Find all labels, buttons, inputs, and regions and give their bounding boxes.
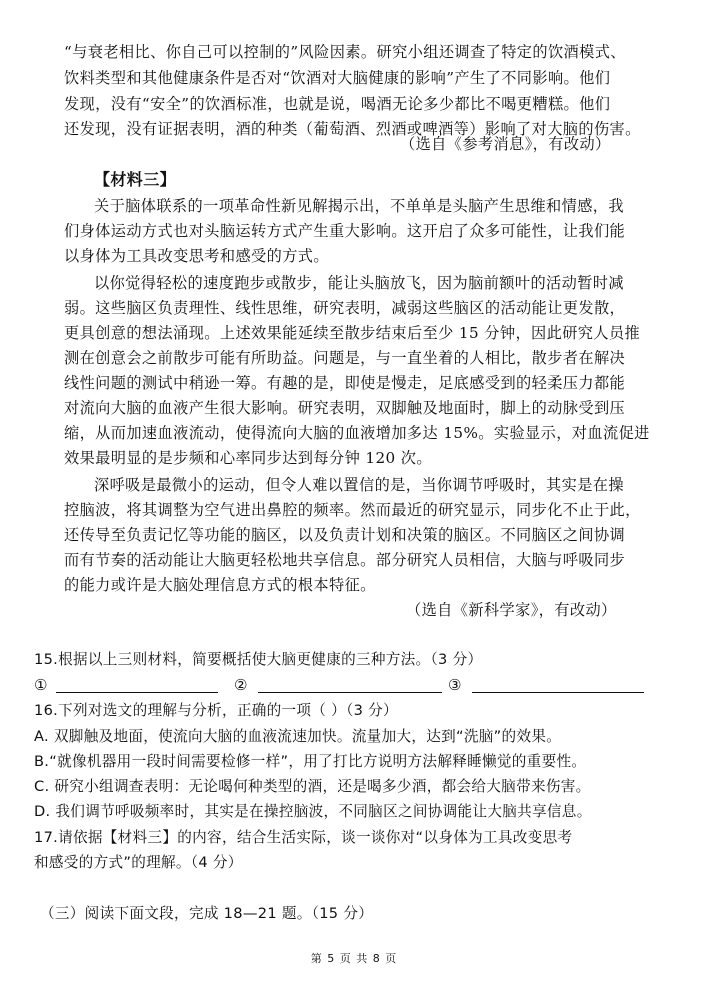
question-16-option-c[interactable]: C. 研究小组调查表明：无论喝何种类型的酒，还是喝多少酒，都会给大脑带来伤害。 (34, 778, 591, 795)
page-number-footer: 第 5 页 共 8 页 (310, 952, 398, 965)
question-16-option-a[interactable]: A. 双脚触及地面，使流向大脑的血液流速加快。流量加大，达到“洗脑”的效果。 (34, 728, 562, 745)
blank-underline (258, 692, 442, 693)
question-15-prompt: 15.根据以上三则材料，简要概括使大脑更健康的三种方法。（3 分） (34, 651, 483, 668)
question-16-option-b[interactable]: B.“就像机器用一段时间需要检修一样”，用了打比方说明方法解释睡懒觉的重要性。 (34, 753, 587, 770)
question-15-answer-blanks (34, 675, 674, 697)
material2-source: （选自《参考消息》，有改动） (400, 135, 611, 153)
material3-line: 更具创意的想法涌现。上述效果能延续至散步结束后至少 15 分钟，因此研究人员推 (64, 324, 641, 342)
material3-line: 们身体运动方式也对头脑运转方式产生重大影响。这开启了众多可能性，让我们能 (64, 222, 626, 240)
answer-blank-1[interactable] (34, 675, 224, 697)
material3-line: 效果最明显的是步频和心率同步达到每分钟 120 次。 (64, 449, 432, 467)
blank-number: ③ (448, 676, 462, 694)
blank-underline (56, 692, 218, 693)
material3-line: 控脑波，将其调整为空气进出鼻腔的频率。然而最近的研究显示，同步化不止于此， (64, 501, 641, 519)
material3-line: 关于脑体联系的一项革命性新见解揭示出，不单单是头脑产生思维和情感，我 (94, 197, 624, 215)
material2-line-4: 还发现，没有证据表明，酒的种类（葡萄酒、烈酒或啤酒等）影响了对大脑的伤害。 (64, 120, 641, 138)
material3-heading: 【材料三】 (94, 170, 177, 189)
material3-line: 还传导至负责记忆等功能的脑区，以及负责计划和决策的脑区。不同脑区之间协调 (64, 526, 626, 544)
blank-underline (472, 692, 644, 693)
blank-number: ① (34, 676, 48, 694)
material3-source: （选自《新科学家》，有改动） (406, 601, 617, 619)
material3-line: 缩，从而加速血液流动，使得流向大脑的血液增加多达 15%。实验显示，对血流促进 (64, 424, 650, 442)
material3-line: 对流向大脑的血液产生很大影响。研究表明，双脚触及地面时，脚上的动脉受到压 (64, 399, 626, 417)
question-16-prompt: 16.下列对选文的理解与分析，正确的一项（ ）（3 分） (34, 702, 398, 719)
material3-line: 弱。这些脑区负责理性、线性思维，研究表明，减弱这些脑区的活动能让更发散， (64, 299, 626, 317)
material2-line-2: 饮料类型和其他健康条件是否对“饮酒对大脑健康的影响”产生了不同影响。他们 (64, 69, 611, 87)
material3-line: 深呼吸是最微小的运动，但令人难以置信的是，当你调节呼吸时，其实是在操 (94, 476, 624, 494)
question-17-line-2: 和感受的方式”的理解。（4 分） (34, 854, 243, 871)
question-16-option-d[interactable]: D. 我们调节呼吸频率时，其实是在操控脑波，不同脑区之间协调能让大脑共享信息。 (34, 803, 592, 820)
blank-number: ② (234, 676, 248, 694)
answer-blank-3[interactable] (448, 675, 648, 697)
material3-line: 线性问题的测试中稍逊一筹。有趣的是，即使是慢走，足底感受到的轻柔压力都能 (64, 374, 626, 392)
material3-line: 的能力或许是大脑处理信息方式的根本特征。 (64, 576, 376, 594)
material2-line-3: 发现，没有“安全”的饮酒标准，也就是说，喝酒无论多少都比不喝更糟糕。他们 (64, 95, 611, 113)
question-17-line-1: 17.请依据【材料三】的内容，结合生活实际，谈一谈你对“以身体为工具改变思考 (34, 829, 573, 846)
section-3-heading: （三）阅读下面文段，完成 18—21 题。（15 分） (40, 905, 374, 922)
answer-blank-2[interactable] (234, 675, 444, 697)
material3-line: 以你觉得轻松的速度跑步或散步，能让头脑放飞，因为脑前额叶的活动暂时减 (94, 274, 624, 292)
material2-line-1: “与衰老相比、你自己可以控制的”风险因素。研究小组还调查了特定的饮酒模式、 (64, 43, 626, 61)
material3-line: 以身体为工具改变思考和感受的方式。 (64, 247, 329, 265)
material3-line: 测在创意会之前散步可能有所助益。问题是，与一直坐着的人相比，散步者在解决 (64, 349, 626, 367)
material3-line: 而有节奏的活动能让大脑更轻松地共享信息。部分研究人员相信，大脑与呼吸同步 (64, 551, 626, 569)
